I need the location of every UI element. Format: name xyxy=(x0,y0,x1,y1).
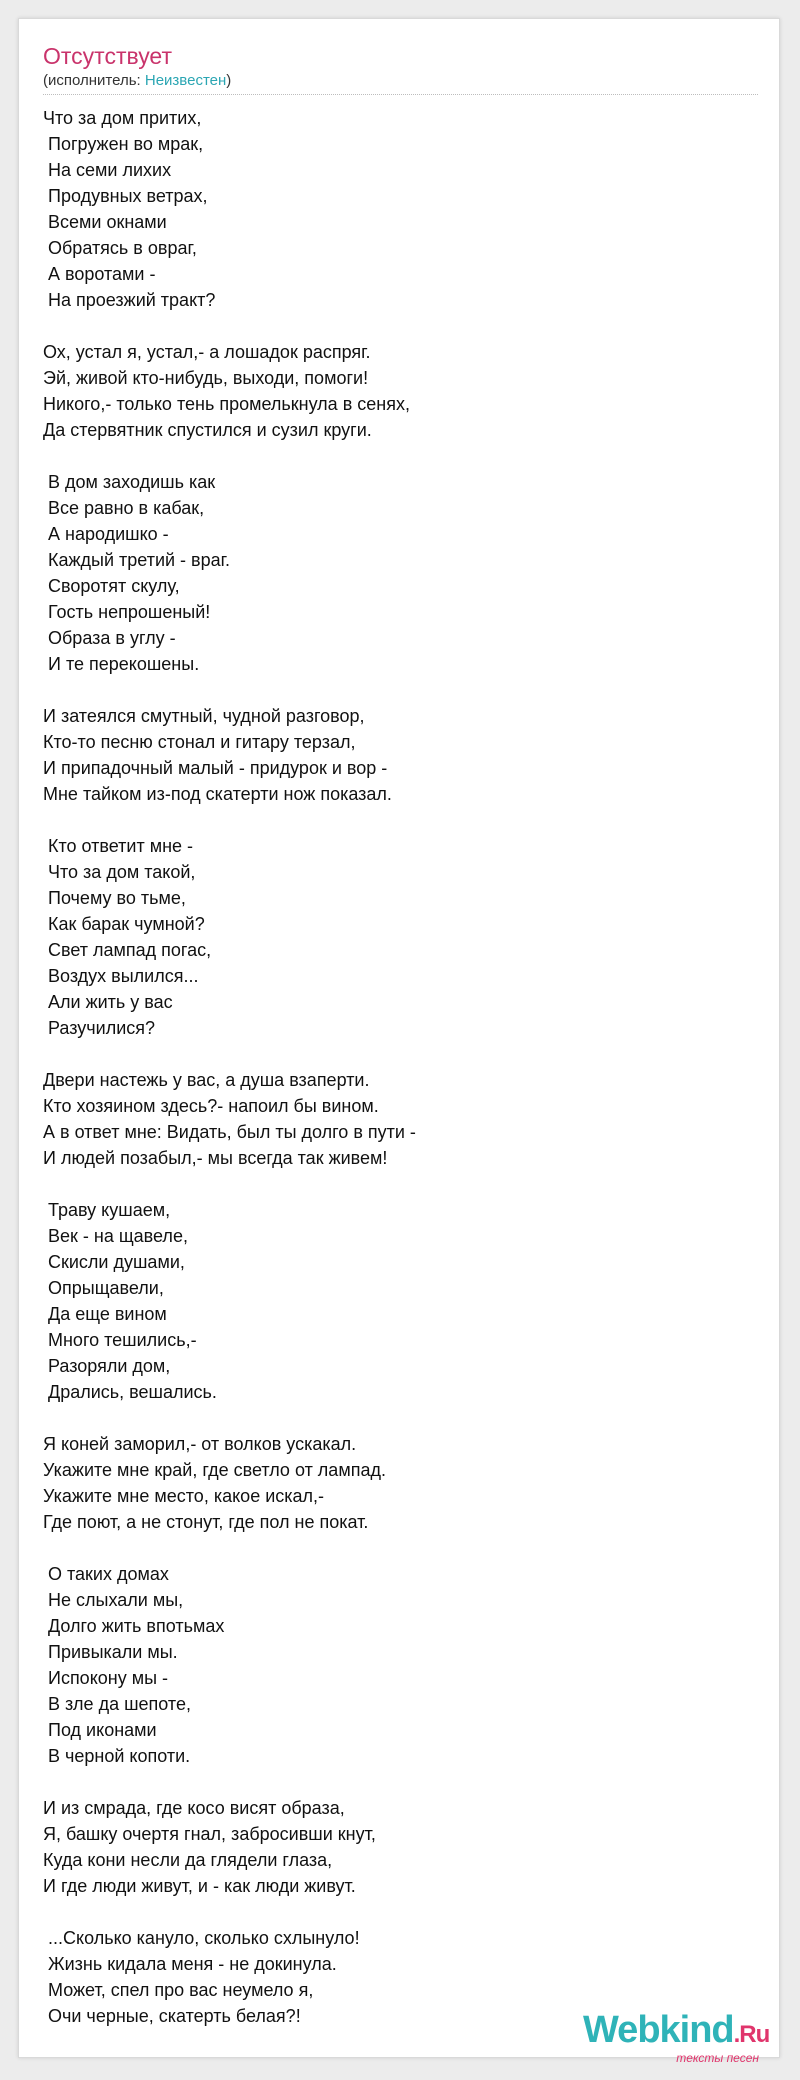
lyric-line: И те перекошены. xyxy=(43,654,200,674)
lyric-line: Продувных ветрах, xyxy=(43,186,208,206)
lyric-line: И где люди живут, и - как люди живут. xyxy=(43,1876,356,1896)
lyric-line: Свет лампад погас, xyxy=(43,940,212,960)
lyric-line: Жизнь кидала меня - не докинула. xyxy=(43,1954,337,1974)
lyric-line xyxy=(43,1405,763,1431)
lyric-line: В черной копоти. xyxy=(43,1746,191,1766)
lyric-line: Привыкали мы. xyxy=(43,1642,178,1662)
lyric-line: И затеялся смутный, чудной разговор, xyxy=(43,706,365,726)
lyric-line: Может, спел про вас неумело я, xyxy=(43,1980,314,2000)
lyric-line: Укажите мне место, какое искал,- xyxy=(43,1486,325,1506)
lyric-line: Своротят скулу, xyxy=(43,576,180,596)
performer-suffix: ) xyxy=(226,72,232,89)
lyric-line: А воротами - xyxy=(43,264,156,284)
lyric-line: Испокону мы - xyxy=(43,1668,169,1688)
lyric-line: На семи лихих xyxy=(43,160,172,180)
lyric-line: Разучилися? xyxy=(43,1018,156,1038)
lyric-line: Много тешились,- xyxy=(43,1330,197,1350)
lyric-line xyxy=(43,1535,763,1561)
lyrics-text xyxy=(43,105,763,2029)
title-divider xyxy=(43,94,758,95)
lyric-line: Очи черные, скатерть белая?! xyxy=(43,2006,301,2026)
lyric-line: Куда кони несли да глядели глаза, xyxy=(43,1850,333,1870)
lyric-line: И припадочный малый - придурок и вор - xyxy=(43,758,388,778)
lyric-line: В зле да шепоте, xyxy=(43,1694,191,1714)
performer-line xyxy=(43,72,231,89)
lyric-line: Разоряли дом, xyxy=(43,1356,171,1376)
lyric-line: Да стервятник спустился и сузил круги. xyxy=(43,420,372,440)
lyric-line: На проезжий тракт? xyxy=(43,290,216,310)
lyric-line xyxy=(43,1769,763,1795)
lyric-line: Где поют, а не стонут, где пол не покат. xyxy=(43,1512,369,1532)
lyric-line xyxy=(43,443,763,469)
lyric-line: Опрыщавели, xyxy=(43,1278,164,1298)
performer-prefix: (исполнитель: xyxy=(43,72,145,89)
lyric-line: Кто-то песню стонал и гитару терзал, xyxy=(43,732,356,752)
lyric-line: Двери настежь у вас, а душа взаперти. xyxy=(43,1070,370,1090)
lyric-line: В дом заходишь как xyxy=(43,472,216,492)
lyric-line: Я, башку очертя гнал, забросивши кнут, xyxy=(43,1824,376,1844)
lyric-line xyxy=(43,313,763,339)
lyrics-card xyxy=(18,18,780,2065)
logo-tagline: тексты песен xyxy=(676,2051,759,2065)
lyric-line: Что за дом такой, xyxy=(43,862,196,882)
performer-link[interactable]: Неизвестен xyxy=(144,72,227,89)
lyric-line xyxy=(43,1899,763,1925)
lyric-line: Что за дом притих, xyxy=(43,108,202,128)
lyric-line: Все равно в кабак, xyxy=(43,498,205,518)
lyric-line: Дрались, вешались. xyxy=(43,1382,217,1402)
lyric-line: Эй, живой кто-нибудь, выходи, помоги! xyxy=(43,368,369,388)
lyric-line: Каждый третий - враг. xyxy=(43,550,231,570)
lyric-line: Обратясь в овраг, xyxy=(43,238,197,258)
lyric-line: Гость непрошеный! xyxy=(43,602,211,622)
lyric-line xyxy=(43,807,763,833)
logo-domain: .Ru xyxy=(733,2021,770,2048)
lyric-line: Почему во тьме, xyxy=(43,888,186,908)
lyric-line: Да еще вином xyxy=(43,1304,167,1324)
lyric-line: Как барак чумной? xyxy=(43,914,205,934)
lyric-line: Не слыхали мы, xyxy=(43,1590,184,1610)
lyric-line xyxy=(43,677,763,703)
logo-name: Webkind xyxy=(583,2009,734,2051)
lyric-line xyxy=(43,1171,763,1197)
lyric-line: Долго жить впотьмах xyxy=(43,1616,225,1636)
lyric-line: Век - на щавеле, xyxy=(43,1226,188,1246)
lyric-line: Я коней заморил,- от волков ускакал. xyxy=(43,1434,357,1454)
lyric-line: Кто хозяином здесь?- напоил бы вином. xyxy=(43,1096,379,1116)
lyric-line: Погружен во мрак, xyxy=(43,134,204,154)
site-logo[interactable] xyxy=(583,2009,783,2065)
lyric-line: Укажите мне край, где светло от лампад. xyxy=(43,1460,386,1480)
song-title: Отсутствует xyxy=(43,43,172,69)
lyric-line xyxy=(43,1041,763,1067)
lyric-line: Образа в углу - xyxy=(43,628,176,648)
lyric-line: Воздух вылился... xyxy=(43,966,199,986)
lyric-line: Кто ответит мне - xyxy=(43,836,194,856)
lyric-line: А в ответ мне: Видать, был ты долго в пути - xyxy=(43,1122,416,1142)
lyric-line: Мне тайком из-под скатерти нож показал. xyxy=(43,784,392,804)
lyric-line: ...Сколько кануло, сколько схлынуло! xyxy=(43,1928,360,1948)
lyric-line: Всеми окнами xyxy=(43,212,167,232)
lyric-line: О таких домах xyxy=(43,1564,169,1584)
lyric-line: Али жить у вас xyxy=(43,992,173,1012)
logo-wordmark xyxy=(583,2009,769,2052)
lyric-line: Скисли душами, xyxy=(43,1252,185,1272)
lyric-line: Ох, устал я, устал,- а лошадок распряг. xyxy=(43,342,371,362)
lyric-line: А народишко - xyxy=(43,524,169,544)
lyric-line: И людей позабыл,- мы всегда так живем! xyxy=(43,1148,388,1168)
lyric-line: Траву кушаем, xyxy=(43,1200,171,1220)
lyric-line: Под иконами xyxy=(43,1720,157,1740)
lyric-line: И из смрада, где косо висят образа, xyxy=(43,1798,345,1818)
lyric-line: Никого,- только тень промелькнула в сенях, xyxy=(43,394,410,414)
